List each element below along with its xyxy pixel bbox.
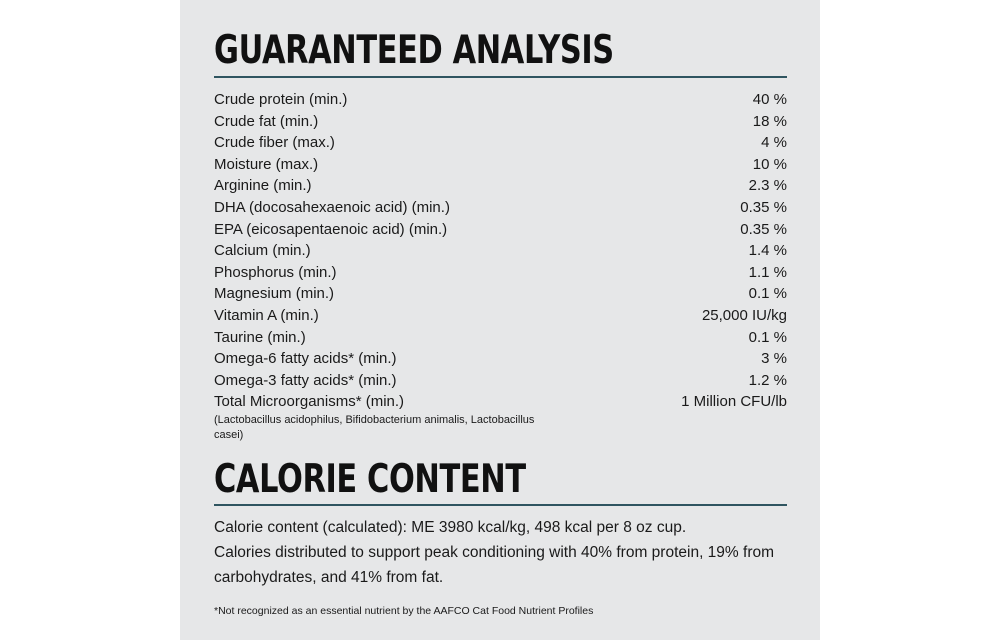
analysis-row bbox=[214, 89, 787, 111]
guaranteed-analysis-heading: GUARANTEED ANALYSIS bbox=[214, 28, 614, 73]
nutrient-name: Total Microorganisms* (min.) bbox=[214, 393, 405, 411]
nutrient-value: 2.3 % bbox=[748, 177, 787, 195]
nutrient-value: 1 Million CFU/lb bbox=[681, 393, 787, 411]
nutrient-name: DHA (docosahexaenoic acid) (min.) bbox=[214, 198, 450, 216]
nutrient-value: 4 % bbox=[761, 134, 787, 152]
nutrient-name: Phosphorus (min.) bbox=[214, 263, 337, 281]
analysis-row bbox=[214, 197, 787, 219]
analysis-row bbox=[214, 154, 787, 176]
analysis-row bbox=[214, 283, 787, 305]
analysis-row bbox=[214, 348, 787, 370]
calorie-distribution: Calories distributed to support peak conditioning with 40% from protein, 19% from carbohydrates, and 41% from fat. bbox=[214, 544, 775, 586]
nutrient-value: 10 % bbox=[752, 155, 787, 173]
nutrient-name: Crude protein (min.) bbox=[214, 91, 348, 108]
nutrient-value: 1.4 % bbox=[748, 242, 787, 260]
nutrient-value: 0.35 % bbox=[740, 198, 787, 216]
nutrient-value: 3 % bbox=[761, 350, 787, 368]
nutrient-name: Calcium (min.) bbox=[214, 242, 311, 260]
nutrient-name: Omega-6 fatty acids* (min.) bbox=[214, 350, 397, 368]
microorganism-strains: (Lactobacillus acidophilus, Bifidobacterium animalis, Lactobacillus casei) bbox=[214, 413, 535, 441]
nutrient-name: Crude fat (min.) bbox=[214, 112, 319, 130]
analysis-table bbox=[214, 89, 787, 443]
analysis-row-microorganisms bbox=[214, 391, 787, 443]
nutrient-name: Omega-3 fatty acids* (min.) bbox=[214, 371, 397, 389]
nutrient-value: 40 % bbox=[752, 91, 787, 108]
microorganisms-cell bbox=[214, 391, 544, 443]
label-panel bbox=[180, 0, 820, 640]
analysis-row bbox=[214, 175, 787, 197]
analysis-row bbox=[214, 262, 787, 284]
analysis-row bbox=[214, 305, 787, 327]
nutrient-name: Crude fiber (max.) bbox=[214, 134, 335, 152]
nutrient-value: 1.1 % bbox=[748, 263, 787, 281]
nutrient-name: Taurine (min.) bbox=[214, 328, 306, 346]
nutrient-name: Arginine (min.) bbox=[214, 177, 312, 195]
section-divider bbox=[214, 76, 787, 78]
nutrient-name: Magnesium (min.) bbox=[214, 285, 335, 303]
calorie-content-heading: CALORIE CONTENT bbox=[214, 457, 526, 502]
footnote: *Not recognized as an essential nutrient by the AAFCO Cat Food Nutrient Profiles bbox=[214, 605, 594, 617]
analysis-row bbox=[214, 219, 787, 241]
calorie-line: Calorie content (calculated): ME 3980 kcal/kg, 498 kcal per 8 oz cup. bbox=[214, 519, 687, 536]
nutrient-name: Moisture (max.) bbox=[214, 155, 319, 173]
section-divider bbox=[214, 504, 787, 506]
nutrient-value: 0.1 % bbox=[748, 328, 787, 346]
calorie-content-text bbox=[214, 515, 787, 590]
nutrient-value: 1.2 % bbox=[748, 371, 787, 389]
analysis-row bbox=[214, 132, 787, 154]
nutrient-value: 0.1 % bbox=[748, 285, 787, 303]
nutrient-name: EPA (eicosapentaenoic acid) (min.) bbox=[214, 220, 448, 238]
analysis-row bbox=[214, 111, 787, 133]
nutrient-name: Vitamin A (min.) bbox=[214, 306, 319, 324]
nutrient-value: 0.35 % bbox=[740, 220, 787, 238]
analysis-row bbox=[214, 327, 787, 349]
analysis-row bbox=[214, 240, 787, 262]
nutrient-value: 25,000 IU/kg bbox=[701, 306, 787, 324]
nutrient-value: 18 % bbox=[752, 112, 787, 130]
analysis-row bbox=[214, 370, 787, 392]
